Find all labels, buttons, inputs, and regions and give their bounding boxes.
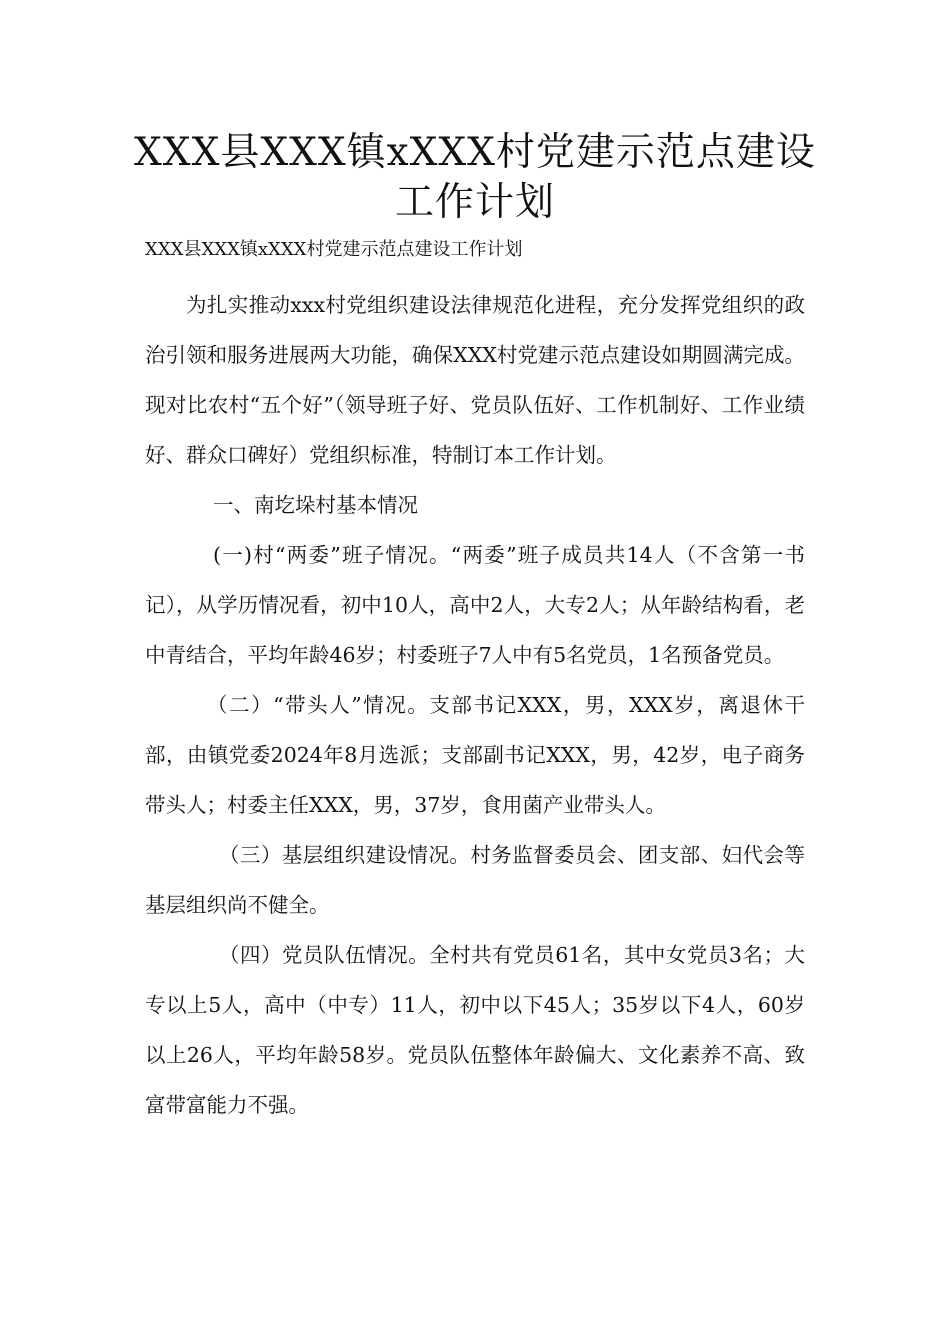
paragraph-organizations: （三）基层组织建设情况。村务监督委员会、团支部、妇代会等基层组织尚不健全。 (145, 843, 805, 917)
paragraph-intro: 为扎实推动xxx村党组织建设法律规范化进程，充分发挥党组织的政治引领和服务进展两大功能，确保XXX村党建示范点建设如期圆满完成。现对比农村“五个好”（领导班子好、党员队伍好、工作机制好、工作业绩好、群众口碑好）党组织标准，特制订本工作计划。 (145, 293, 805, 467)
document-body (145, 280, 805, 1130)
paragraph-leaders: （二）“带头人”情况。支部书记XXX，男，XXX岁，离退休干部，由镇党委2024年8月选派；支部副书记XXX，男，42岁，电子商务带头人；村委主任XXX，男，37岁，食用菌产业带头人。 (145, 693, 805, 817)
paragraph-party-members: （四）党员队伍情况。全村共有党员61名，其中女党员3名；大专以上5人，高中（中专）11人，初中以下45人；35岁以下4人，60岁以上26人，平均年龄58岁。党员队伍整体年龄偏大、文化素养不高、致富带富能力不强。 (145, 943, 805, 1117)
paragraph-committee: (一)村“两委”班子情况。“两委”班子成员共14人（不含第一书记），从学历情况看，初中10人，高中2人，大专2人；从年龄结构看，老中青结合，平均年龄46岁；村委班子7人中有5名党员，1名预备党员。 (145, 543, 805, 667)
document-title: XXX县XXX镇xXXX村党建示范点建设工作计划 (134, 130, 816, 225)
document-subtitle: XXX县XXX镇xXXX村党建示范点建设工作计划 (145, 239, 523, 260)
section-heading-basic-situation: 一、南圪垛村基本情况 (213, 493, 418, 517)
